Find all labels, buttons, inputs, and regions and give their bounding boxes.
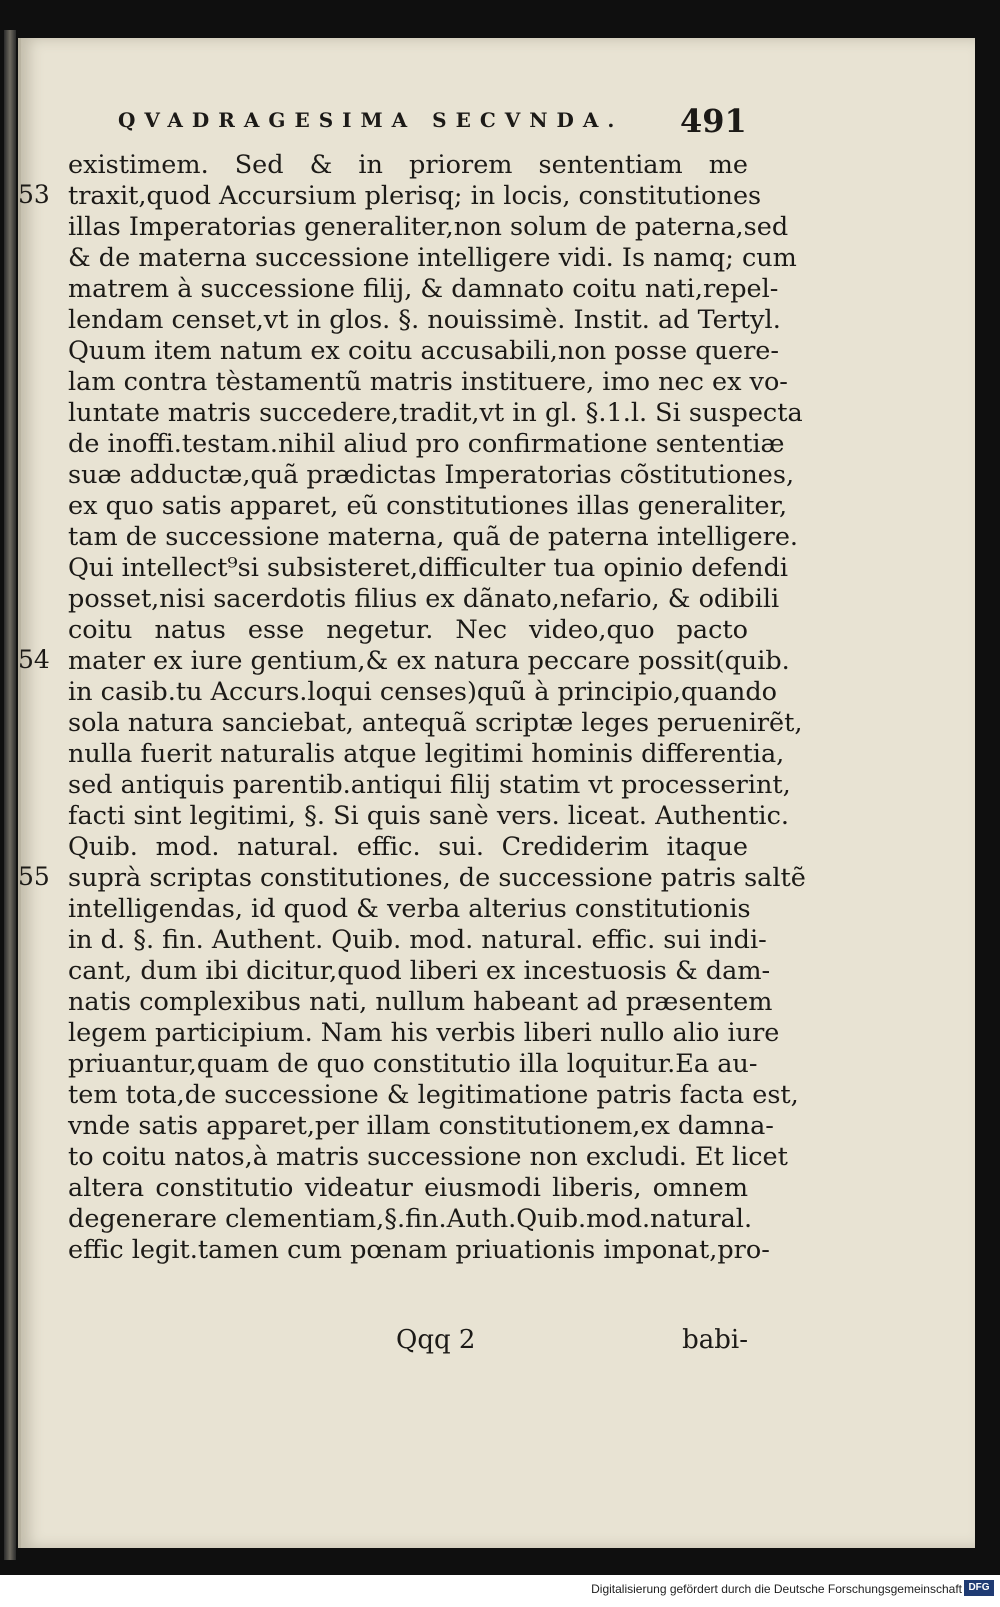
text-line: intelligendas, id quod & verba alterius constitutionis [68, 894, 751, 924]
text-line: natis complexibus nati, nullum habeant ad præsentem [68, 987, 773, 1017]
text-line: in casib.tu Accurs.loqui censes)quũ à principio,quando [68, 677, 778, 707]
text-line: existimem. Sed & in priorem sententiam me [68, 150, 748, 180]
text-line: lendam censet,vt in glos. §. nouissimè. Instit. ad Tertyl. [68, 305, 781, 335]
text-line: suprà scriptas constitutiones, de successione patris saltẽ [68, 863, 806, 893]
text-line: traxit,quod Accursium plerisq; in locis, constitutiones [68, 181, 762, 211]
text-line: priuantur,quam de quo constitutio illa loquitur.Ea au- [68, 1049, 758, 1079]
text-line: posset,nisi sacerdotis filius ex dãnato,nefario, & odibili [68, 584, 780, 614]
text-line: lam contra tèstamentũ matris instituere, imo nec ex vo- [68, 367, 788, 397]
text-line: facti sint legitimi, §. Si quis sanè vers. liceat. Authentic. [68, 801, 789, 831]
text-line: sed antiquis parentib.antiqui filij statim vt processerint, [68, 770, 791, 800]
dfg-logo: DFG [964, 1580, 994, 1596]
text-line: sola natura sanciebat, antequã scriptæ leges peruenirẽt, [68, 708, 803, 738]
text-line: degenerare clementiam,§.fin.Auth.Quib.mod.natural. [68, 1204, 753, 1234]
text-line: mater ex iure gentium,& ex natura peccare possit(quib. [68, 646, 790, 676]
text-line: to coitu natos,à matris successione non excludi. Et licet [68, 1142, 788, 1172]
text-line: vnde satis apparet,per illam constitutionem,ex damna- [68, 1111, 774, 1141]
text-line: tem tota,de successione & legitimatione patris facta est, [68, 1080, 799, 1110]
text-line: luntate matris succedere,tradit,vt in gl. §.1.l. Si suspecta [68, 398, 803, 428]
text-line: suæ adductæ,quã prædictas Imperatorias cõstitutiones, [68, 460, 795, 490]
text-line: ex quo satis apparet, eũ constitutiones illas generaliter, [68, 491, 788, 521]
body-text [68, 150, 806, 1266]
text-line: nulla fuerit naturalis atque legitimi hominis differentia, [68, 739, 785, 769]
digitization-credit: Digitalisierung gefördert durch die Deutsche Forschungsgemeinschaft [591, 1582, 962, 1596]
text-line: de inoffi.testam.nihil aliud pro confirmatione sententiæ [68, 429, 785, 459]
text-line: legem participium. Nam his verbis liberi nullo alio iure [68, 1018, 780, 1048]
catchword: babi- [682, 1325, 748, 1355]
text-line: Quib. mod. natural. effic. sui. Crediderim itaque [68, 832, 748, 862]
margin-number-54: 54 [18, 645, 50, 674]
text-line: altera constitutio videatur eiusmodi liberis, omnem [68, 1173, 748, 1203]
text-line: tam de successione materna, quã de paterna intelligere. [68, 522, 799, 552]
margin-number-55: 55 [18, 862, 50, 891]
book-spine [4, 30, 16, 1560]
text-line: coitu natus esse negetur. Nec video,quo pacto [68, 615, 748, 645]
page-number: 491 [680, 102, 747, 140]
text-line: cant, dum ibi dicitur,quod liberi ex incestuosis & dam- [68, 956, 771, 986]
signature-mark: Qqq 2 [396, 1325, 476, 1355]
text-line: Qui intellect⁹si subsisteret,difficulter tua opinio defendi [68, 553, 789, 583]
text-line: & de materna successione intelligere vidi. Is namq; cum [68, 243, 797, 273]
text-line: illas Imperatorias generaliter,non solum de paterna,sed [68, 212, 789, 242]
margin-number-53: 53 [18, 180, 50, 209]
running-head: QVADRAGESIMA SECVNDA. [118, 108, 624, 132]
text-line: matrem à successione filij, & damnato coitu nati,repel- [68, 274, 779, 304]
footer-line [68, 1325, 748, 1359]
text-line: effic legit.tamen cum pœnam priuationis imponat,pro- [68, 1235, 770, 1265]
text-line: Quum item natum ex coitu accusabili,non posse quere- [68, 336, 779, 366]
text-line: in d. §. fin. Authent. Quib. mod. natural. effic. sui indi- [68, 925, 767, 955]
